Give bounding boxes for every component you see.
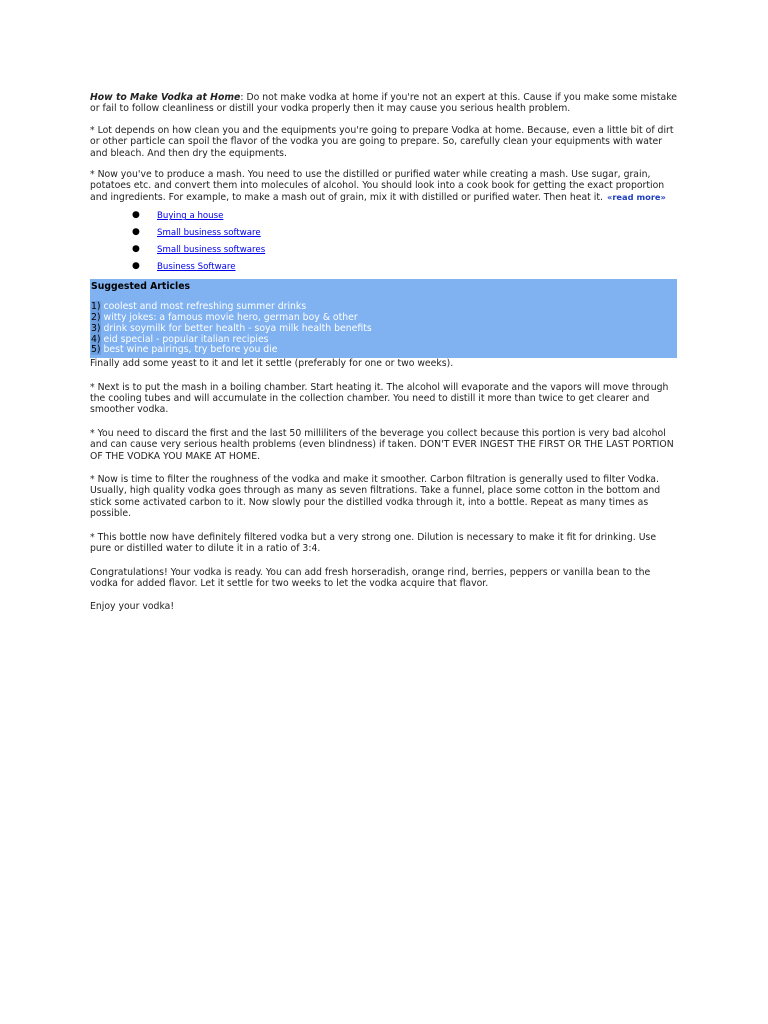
bullet-icon: ● <box>132 261 140 272</box>
related-link-item <box>132 224 680 241</box>
paragraph-yeast: Finally add some yeast to it and let it settle (preferably for one or two weeks). <box>90 358 454 370</box>
suggested-article-link[interactable]: witty jokes: a famous movie hero, german boy & other <box>100 312 358 324</box>
suggested-article-item[interactable] <box>91 345 677 356</box>
paragraph-mash <box>90 169 680 203</box>
paragraph-enjoy: Enjoy your vodka! <box>90 601 175 613</box>
link-small-business-software[interactable]: Small business software <box>157 228 261 239</box>
intro-text: : Do not make vodka at home if you're not an expert at this. Cause if you make some mistake or fail to follow cleanliness or distill your vodka properly then it may cause you serious health problem. <box>90 92 678 115</box>
suggested-article-link[interactable]: drink soymilk for better health - soya milk health benefits <box>100 322 372 334</box>
suggested-article-link[interactable]: coolest and most refreshing summer drinks <box>100 301 307 313</box>
related-links-list <box>90 207 680 275</box>
link-small-business-softwares[interactable]: Small business softwares <box>157 245 266 256</box>
suggested-articles-box <box>90 279 677 358</box>
suggested-article-link[interactable]: eid special - popular italian recipies <box>100 333 269 345</box>
item-number: 1) <box>91 301 101 313</box>
read-more-link[interactable]: «read more» <box>606 191 666 202</box>
bullet-icon: ● <box>132 227 140 238</box>
paragraph-mash-text: * Now you've to produce a mash. You need to use the distilled or purified water while creating a mash. Use sugar, grain, potatoes etc. and convert them into molecules of alcohol. You should look into a cook book for getting the exact proportion and ingredients. For example, to make a mash out of grain, mix it with distilled or purified water. Then heat it. <box>90 169 665 203</box>
bullet-icon: ● <box>132 244 140 255</box>
item-number: 2) <box>91 312 101 324</box>
suggested-articles-title: Suggested Articles <box>91 281 191 293</box>
paragraph-discard: * You need to discard the first and the last 50 milliliters of the beverage you collect because this portion is very bad alcohol and can cause very serious health problems (even blindness) if taken. DON'T EVER INGEST THE FIRST OR THE LAST PORTION OF THE VODKA YOU MAKE AT HOME. <box>90 427 674 462</box>
item-number: 5) <box>91 344 101 356</box>
suggested-article-link[interactable]: best wine pairings, try before you die <box>100 344 278 356</box>
paragraph-congratulations: Congratulations! Your vodka is ready. You can add fresh horseradish, orange rind, berries, peppers or vanilla bean to the vodka for added flavor. Let it settle for two weeks to let the vodka acquire that flavor. <box>90 566 651 589</box>
item-number: 3) <box>91 322 101 334</box>
link-business-software[interactable]: Business Software <box>157 262 236 273</box>
suggested-articles-list <box>91 302 677 356</box>
paragraph-cleaning: * Lot depends on how clean you and the equipments you're going to prepare Vodka at home. Because, even a little bit of dirt or other particle can spoil the flavor of the vodka you are going to prepare. So, carefully clean your equipments with water and bleach. And then dry the equipments. <box>90 124 674 159</box>
bullet-icon: ● <box>132 210 140 221</box>
related-link-item <box>132 207 680 224</box>
paragraph-boiling: * Next is to put the mash in a boiling chamber. Start heating it. The alcohol will evaporate and the vapors will move through the cooling tubes and will accumulate in the collection chamber. You need to distill it more than twice to get clearer and smoother vodka. <box>90 381 669 416</box>
related-link-item <box>132 258 680 275</box>
article-heading: How to Make Vodka at Home <box>90 92 241 103</box>
related-link-item <box>132 241 680 258</box>
paragraph-filter: * Now is time to filter the roughness of the vodka and make it smoother. Carbon filtration is generally used to filter Vodka. Usually, high quality vodka goes through as many as seven filtrations. Take a funnel, place some cotton in the bottom and stick some activated carbon to it. Now slowly pour the distilled vodka through it, into a bottle. Repeat as many times as possible. <box>90 474 661 520</box>
paragraph-dilution: * This bottle now have definitely filtered vodka but a very strong one. Dilution is necessary to make it fit for drinking. Use pure or distilled water to dilute it in a ratio of 3:4. <box>90 531 657 555</box>
item-number: 4) <box>91 333 101 345</box>
article <box>90 92 680 613</box>
intro-paragraph <box>90 92 680 115</box>
link-buying-a-house[interactable]: Buying a house <box>157 211 224 222</box>
